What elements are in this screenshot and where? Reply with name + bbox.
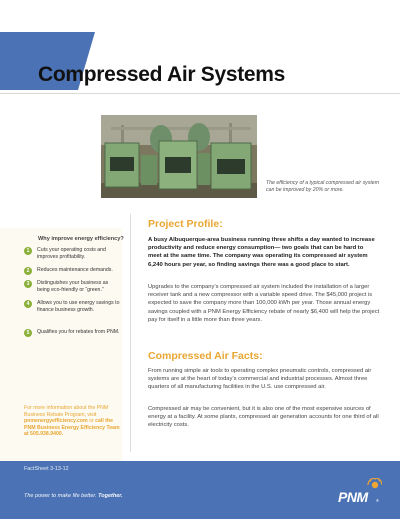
column-divider <box>130 214 131 452</box>
tagline <box>24 493 123 499</box>
logo-text: PNM <box>338 489 368 505</box>
list-item <box>24 267 120 275</box>
factsheet-id: FactSheet 3-13-12 <box>24 466 69 472</box>
contact-or: or <box>87 418 96 425</box>
pnm-logo <box>338 478 382 508</box>
compressor-photo <box>101 115 257 198</box>
bullet-number: 1 <box>24 247 32 255</box>
list-item-text: Reduces maintenance demands. <box>37 267 113 273</box>
bullet-number: 5 <box>24 329 32 337</box>
tagline-text: The power to make life better. <box>24 493 99 499</box>
list-item-text: Allows you to use energy savings to finance business growth. <box>37 300 120 313</box>
list-item <box>24 247 120 260</box>
list-item-text: Cuts your operating costs and improves profitability. <box>37 247 106 260</box>
phone-contact: call the PNM Business Energy Efficiency Team at 505.938.9400. <box>24 418 120 438</box>
sidebar-heading: Why improve energy efficiency? <box>38 236 124 242</box>
sidebar-contact <box>24 405 120 438</box>
bullet-number: 3 <box>24 280 32 288</box>
facts-heading: Compressed Air Facts: <box>148 350 263 362</box>
title-divider <box>0 93 400 94</box>
list-item-text: Distinguishes your business as being eco-friendly or “green.” <box>37 280 109 293</box>
page-title: Compressed Air Systems <box>38 63 286 86</box>
project-profile-body: Upgrades to the company’s compressed air system included the installation of a larger receiver tank and a new compressor with a variable speed drive. The $45,000 project is expected to save the company more than 100,000 kWh per year. Those annual energy savings coupled with a PNM Energy Efficiency rebate of nearly $6,400 will help the project pay for itself in a little more than three years. <box>148 284 380 323</box>
bullet-number: 4 <box>24 300 32 308</box>
contact-text: For more information about the PNM Business Rebate Program, visit <box>24 405 109 418</box>
list-item <box>24 300 120 313</box>
tagline-emphasis: Together. <box>98 493 123 499</box>
logo-registered-mark: ® <box>376 498 379 503</box>
project-profile-intro: A busy Albuquerque-area business running three shifts a day wanted to increase productivity and reduce energy consumption— two goals that can be hard to meet at the same time. The company was operating its compressed air system 6,240 hours per year, so finding savings there was a good place to start. <box>148 237 375 268</box>
facts-paragraph-1: From running simple air tools to operating complex pneumatic controls, compressed air systems are at the heart of today’s commercial and industrial processes. Almost three quarters of all manufacturing facilities in the U.S. use compressed air. <box>148 368 372 391</box>
bullet-number: 2 <box>24 267 32 275</box>
list-item <box>24 329 120 337</box>
photo-caption: The efficiency of a typical compressed air system can be improved by 20% or more. <box>266 180 380 193</box>
list-item <box>24 280 120 293</box>
list-item-text: Qualifies you for rebates from PNM. <box>37 329 120 335</box>
project-profile-heading: Project Profile: <box>148 218 223 230</box>
facts-paragraph-2: Compressed air may be convenient, but it is also one of the most expensive sources of energy at a facility. At some plants, compressed air generation accounts for one third of all electricity costs. <box>148 406 379 429</box>
website-link[interactable]: pnmenergyefficiency.com <box>24 418 88 425</box>
